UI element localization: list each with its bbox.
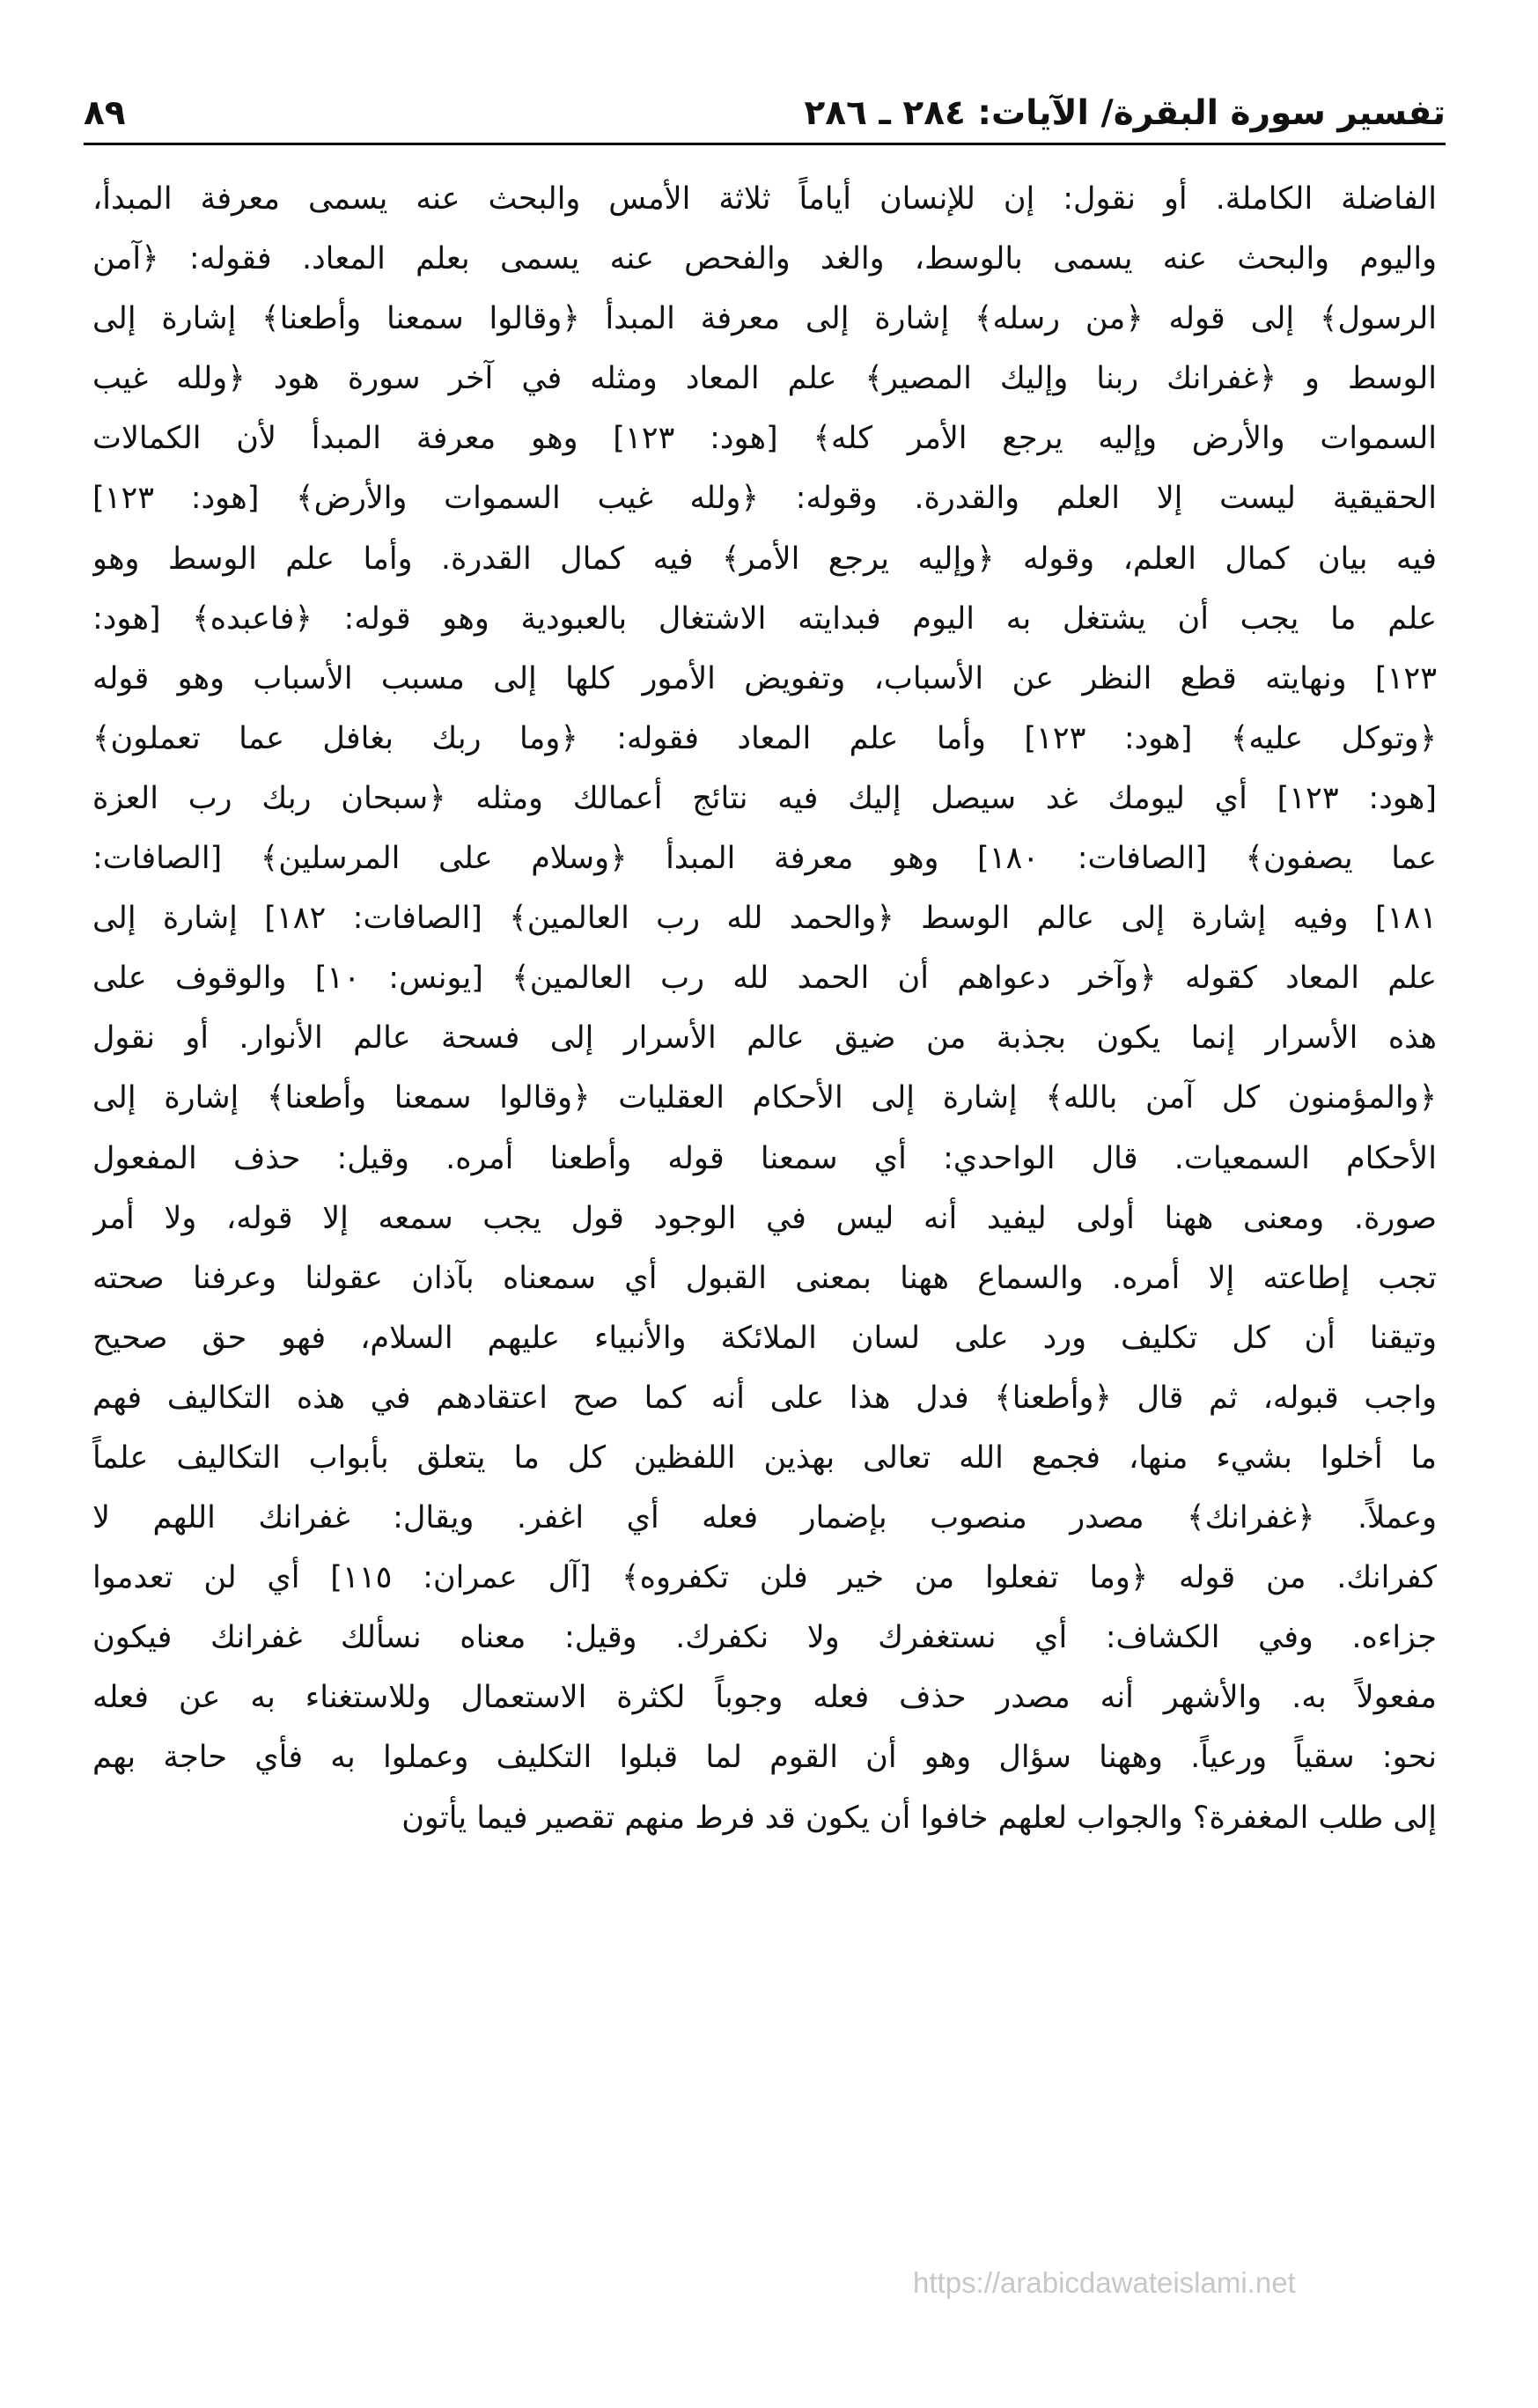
text-line: إلى طلب المغفرة؟ والجواب لعلهم خافوا أن يكون قد فرط منهم تقصير فيما يأتون: [401, 1800, 1437, 1836]
page-number: ٨٩: [84, 93, 126, 133]
text-line: الأحكام السمعيات. قال الواحدي: أي سمعنا قوله وأطعنا أمره. وقيل: حذف المفعول: [92, 1140, 1437, 1176]
text-line: فيه بيان كمال العلم، وقوله ﴿وإليه يرجع الأمر﴾ فيه كمال القدرة. وأما علم الوسط وهو: [92, 541, 1437, 577]
body-text: [92, 169, 1437, 1848]
text-line: ﴿وتوكل عليه﴾ [هود: ١٢٣] وأما علم المعاد فقوله: ﴿وما ربك بغافل عما تعملون﴾: [92, 720, 1437, 756]
page-header: [84, 77, 1446, 139]
text-line: [هود: ١٢٣] أي ليومك غد سيصل إليك فيه نتائج أعمالك ومثله ﴿سبحان ربك رب العزة: [92, 780, 1437, 816]
text-line: نحو: سقياً ورعياً. وههنا سؤال وهو أن القوم لما قبلوا التكليف وعملوا به فأي حاجة بهم: [92, 1740, 1437, 1776]
text-line: الحقيقية ليست إلا العلم والقدرة. وقوله: ﴿ولله غيب السموات والأرض﴾ [هود: ١٢٣]: [92, 481, 1437, 517]
text-line: السموات والأرض وإليه يرجع الأمر كله﴾ [هود: ١٢٣] وهو معرفة المبدأ لأن الكمالات: [92, 421, 1437, 457]
text-line: الوسط و ﴿غفرانك ربنا وإليك المصير﴾ علم المعاد ومثله في آخر سورة هود ﴿ولله غيب: [92, 361, 1437, 397]
text-line: واجب قبوله، ثم قال ﴿وأطعنا﴾ فدل هذا على أنه كما صح اعتقادهم في هذه التكاليف فهم: [92, 1380, 1437, 1416]
header-rule: [84, 143, 1446, 145]
text-line: الفاضلة الكاملة. أو نقول: إن للإنسان أياماً ثلاثة الأمس والبحث عنه يسمى معرفة المبدأ،: [92, 181, 1437, 217]
text-line: عما يصفون﴾ [الصافات: ١٨٠] وهو معرفة المبدأ ﴿وسلام على المرسلين﴾ [الصافات:: [92, 841, 1437, 877]
text-line: صورة. ومعنى ههنا أولى ليفيد أنه ليس في الوجود قول يجب سمعه إلا قوله، ولا أمر: [92, 1200, 1437, 1236]
text-line: ١٨١] وفيه إشارة إلى عالم الوسط ﴿والحمد لله رب العالمين﴾ [الصافات: ١٨٢] إشارة إلى: [92, 901, 1437, 937]
text-line: جزاءه. وفي الكشاف: أي نستغفرك ولا نكفرك. وقيل: معناه نسألك غفرانك فيكون: [92, 1620, 1437, 1656]
running-title: تفسير سورة البقرة/ الآيات: ٢٨٤ ـ ٢٨٦: [804, 93, 1446, 133]
text-line: الرسول﴾ إلى قوله ﴿من رسله﴾ إشارة إلى معرفة المبدأ ﴿وقالوا سمعنا وأطعنا﴾ إشارة إلى: [92, 301, 1437, 337]
text-line: وعملاً. ﴿غفرانك﴾ مصدر منصوب بإضمار فعله أي اغفر. ويقال: غفرانك اللهم لا: [92, 1500, 1437, 1536]
text-line: ١٢٣] ونهايته قطع النظر عن الأسباب، وتفويض الأمور كلها إلى مسبب الأسباب وهو قوله: [92, 660, 1437, 696]
text-line: ﴿والمؤمنون كل آمن بالله﴾ إشارة إلى الأحكام العقليات ﴿وقالوا سمعنا وأطعنا﴾ إشارة إلى: [92, 1080, 1437, 1116]
text-line: واليوم والبحث عنه يسمى بالوسط، والغد والفحص عنه يسمى بعلم المعاد. فقوله: ﴿آمن: [92, 241, 1437, 277]
text-line: هذه الأسرار إنما يكون بجذبة من ضيق عالم الأسرار إلى فسحة عالم الأنوار. أو نقول: [92, 1020, 1437, 1057]
text-line: كفرانك. من قوله ﴿وما تفعلوا من خير فلن تكفروه﴾ [آل عمران: ١١٥] أي لن تعدموا: [92, 1560, 1437, 1596]
text-line: علم ما يجب أن يشتغل به اليوم فبدايته الاشتغال بالعبودية وهو قوله: ﴿فاعبده﴾ [هود:: [92, 600, 1437, 637]
watermark-url: https://arabicdawateislami.net: [913, 2266, 1296, 2299]
text-line: ما أخلوا بشيء منها، فجمع الله تعالى بهذين اللفظين كل ما يتعلق بأبواب التكاليف علماً: [92, 1440, 1437, 1476]
text-line: وتيقنا أن كل تكليف ورد على لسان الملائكة والأنبياء عليهم السلام، فهو حق صحيح: [92, 1320, 1437, 1356]
text-line: مفعولاً به. والأشهر أنه مصدر حذف فعله وجوباً لكثرة الاستعمال وللاستغناء به عن فعله: [92, 1680, 1437, 1716]
text-line: علم المعاد كقوله ﴿وآخر دعواهم أن الحمد لله رب العالمين﴾ [يونس: ١٠] والوقوف على: [92, 961, 1437, 997]
text-line: تجب إطاعته إلا أمره. والسماع ههنا بمعنى القبول أي سمعناه بآذان عقولنا وعرفنا صحته: [92, 1260, 1437, 1296]
